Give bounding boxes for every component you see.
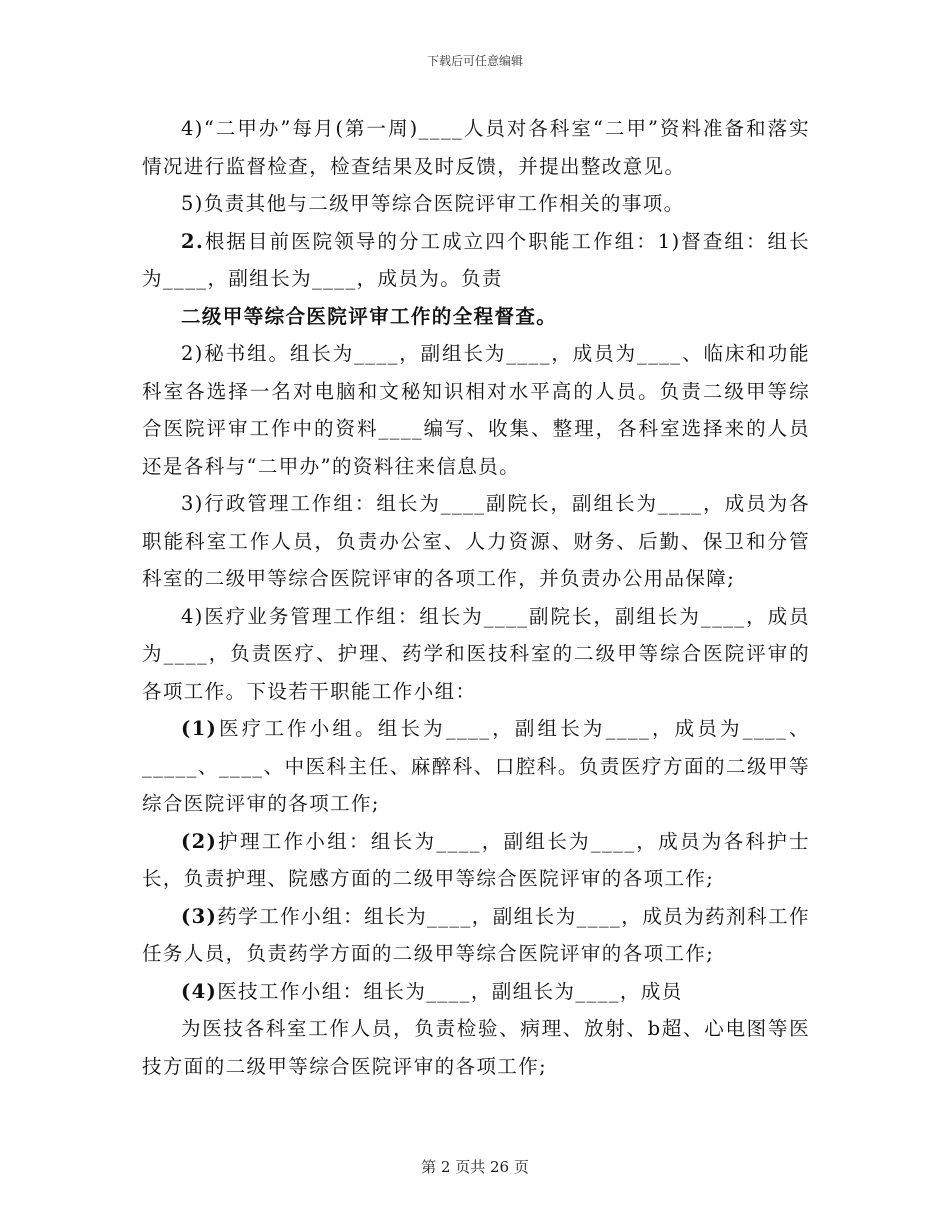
- paragraph-subgroup-1: (1)医疗工作小组。组长为____，副组长为____，成员为____、_____、____、中医科主任、麻醉科、口腔科。负责医疗方面的二级甲等综合医院评审的各项工作;: [142, 717, 810, 815]
- paragraph-subgroup-4-continued: 为医技各科室工作人员，负责检验、病理、放射、b超、心电图等医技方面的二级甲等综合医院评审的各项工作;: [142, 1017, 810, 1078]
- paragraph-item-5: 5)负责其他与二级甲等综合医院评审工作相关的事项。: [181, 192, 685, 215]
- subgroup-number: (1): [181, 717, 218, 740]
- paragraph-supervision-summary: 二级甲等综合医院评审工作的全程督查。: [181, 304, 558, 328]
- paragraph-section-2: 2.根据目前医院领导的分工成立四个职能工作组：1)督查组：组长为____，副组长为____，成员为。负责: [142, 229, 810, 290]
- paragraph-subgroup-3: (3)药学工作小组：组长为____，副组长为____，成员为药剂科工作任务人员，负责药学方面的二级甲等综合医院评审的各项工作;: [142, 904, 810, 965]
- paragraph-subgroup-4: (4)医技工作小组：组长为____，副组长为____，成员: [181, 979, 683, 1003]
- paragraph-medical-group: 4)医疗业务管理工作组：组长为____副院长，副组长为____，成员为____，负责医疗、护理、药学和医技科室的二级甲等综合医院评审的各项工作。下设若干职能工作小组：: [142, 604, 810, 703]
- page-header: 下载后可任意编辑: [426, 54, 523, 68]
- subgroup-number: (3): [181, 904, 218, 928]
- document-body: [142, 110, 810, 1085]
- page-footer: 第 2 页共 26 页: [421, 1158, 529, 1176]
- paragraph-secretary-group: 2)秘书组。组长为____，副组长为____，成员为____、临床和功能科室各选择一名对电脑和文秘知识相对水平高的人员。负责二级甲等综合医院评审工作中的资料____编写、收集、整理，各科室选择来的人员还是各科与“二甲办”的资料往来信息员。: [142, 342, 810, 478]
- section-number: 2.: [181, 229, 205, 253]
- subgroup-number: (4): [181, 979, 218, 1003]
- subgroup-number: (2): [181, 829, 218, 853]
- paragraph-item-4: 4)“二甲办”每月(第一周)____人员对各科室“二甲”资料准备和落实情况进行监督检查，检查结果及时反馈，并提出整改意见。: [142, 117, 810, 178]
- paragraph-subgroup-2: (2)护理工作小组：组长为____，副组长为____，成员为各科护士长，负责护理、院感方面的二级甲等综合医院评审的各项工作;: [142, 829, 810, 890]
- paragraph-admin-group: 3)行政管理工作组：组长为____副院长，副组长为____，成员为各职能科室工作人员，负责办公室、人力资源、财务、后勤、保卫和分管科室的二级甲等综合医院评审的各项工作，并负责办公用品保障;: [142, 492, 810, 590]
